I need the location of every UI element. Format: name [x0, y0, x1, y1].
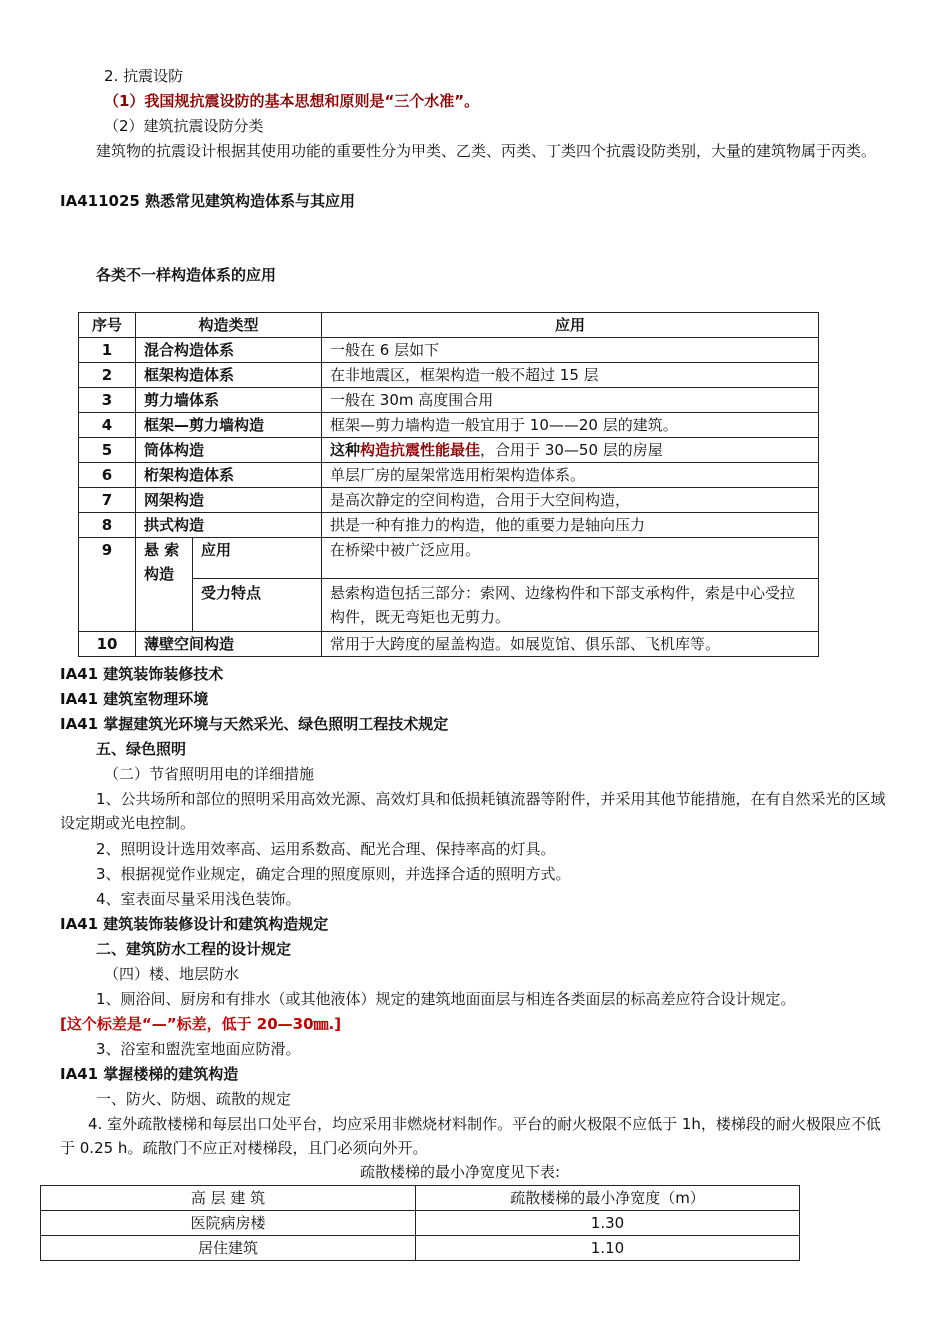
heading: IA41 建筑装饰装修技术	[60, 665, 224, 683]
row-number: 2	[79, 363, 136, 388]
note-highlight: [这个标差是“—”标差，低于 20—30㎜.]	[60, 1015, 342, 1033]
structure-type: 筒体构造	[136, 438, 322, 463]
sub-category: 受力特点	[193, 579, 322, 632]
table-row	[79, 388, 819, 413]
table-header-row	[79, 313, 819, 338]
application: 单层厂房的屋架常选用桁架构造体系。	[322, 463, 819, 488]
header-cell: 构造类型	[136, 313, 322, 338]
application: 是高次静定的空间构造，合用于大空间构造，	[322, 488, 819, 513]
min-width-value: 1.10	[416, 1236, 800, 1261]
structure-type: 混合构造体系	[136, 338, 322, 363]
paragraph: 1、厕浴间、厨房和有排水（或其他液体）规定的建筑地面面层与相连各类面层的标高差应符合设计规定。	[96, 990, 796, 1008]
table-caption: 疏散楼梯的最小净宽度见下表:	[360, 1163, 561, 1181]
heading: IA41 建筑装饰装修设计和建筑构造规定	[60, 915, 329, 933]
header-cell: 序号	[79, 313, 136, 338]
table-row	[41, 1236, 800, 1261]
table-row	[79, 438, 819, 463]
heading: IA411025 熟悉常见建筑构造体系与其应用	[60, 192, 356, 210]
application: 一般在 30m 高度围合用	[322, 388, 819, 413]
min-width-value: 1.30	[416, 1211, 800, 1236]
row-number: 1	[79, 338, 136, 363]
paragraph: 3、根据视觉作业规定，确定合理的照度原则，并选择合适的照明方式。	[96, 865, 571, 883]
stair-width-table	[40, 1185, 800, 1261]
paragraph: 3、浴室和盥洗室地面应防滑。	[96, 1040, 301, 1058]
application: 常用于大跨度的屋盖构造。如展览馆、俱乐部、飞机库等。	[322, 632, 819, 657]
header-cell: 疏散楼梯的最小净宽度（m）	[416, 1186, 800, 1211]
structure-type: 框架构造体系	[136, 363, 322, 388]
table-row	[79, 413, 819, 438]
paragraph: 1、公共场所和部位的照明采用高效光源、高效灯具和低损耗镇流器等附件，并采用其他节能措施，在有自然采光的区域设定期或光电控制。	[60, 790, 886, 832]
building-type: 医院病房楼	[41, 1211, 416, 1236]
subsection-title: 一、防火、防烟、疏散的规定	[96, 1090, 292, 1108]
header-cell: 应用	[322, 313, 819, 338]
table-row	[79, 488, 819, 513]
row-number: 5	[79, 438, 136, 463]
row-number: 3	[79, 388, 136, 413]
row-number: 7	[79, 488, 136, 513]
row-number: 4	[79, 413, 136, 438]
application	[322, 438, 819, 463]
structure-type: 薄壁空间构造	[136, 632, 322, 657]
application: 一般在 6 层如下	[322, 338, 819, 363]
application-rest: ，合用于 30—50 层的房屋	[480, 441, 663, 459]
application: 拱是一种有推力的构造，他的重要力是轴向压力	[322, 513, 819, 538]
row-number: 10	[79, 632, 136, 657]
structure-type: 桁架构造体系	[136, 463, 322, 488]
application: 框架—剪力墙构造一般宜用于 10——20 层的建筑。	[322, 413, 819, 438]
structure-type: 框架—剪力墙构造	[136, 413, 322, 438]
heading: IA41 掌握建筑光环境与天然采光、绿色照明工程技术规定	[60, 715, 449, 733]
row-number: 6	[79, 463, 136, 488]
section-title: 2. 抗震设防	[104, 67, 184, 85]
table-row	[79, 538, 819, 579]
building-type: 居住建筑	[41, 1236, 416, 1261]
sub-category: 应用	[193, 538, 322, 579]
paragraph: 4. 室外疏散楼梯和每层出口处平台，均应采用非燃烧材料制作。平台的耐火极限不应低于 1h，楼梯段的耐火极限应不低于 0.25 h。疏散门不应正对楼梯段，且门必须向外开。	[60, 1115, 881, 1157]
table-row	[79, 463, 819, 488]
application-lead: 这种	[330, 441, 361, 459]
structure-type: 悬 索 构造	[136, 538, 193, 632]
table-row	[79, 513, 819, 538]
table-row	[79, 338, 819, 363]
highlight-principle: （1）我国规抗震设防的基本思想和原则是“三个水准”。	[104, 92, 480, 110]
heading: IA41 建筑室物理环境	[60, 690, 209, 708]
header-cell: 高 层 建 筑	[41, 1186, 416, 1211]
subsection-title: （2）建筑抗震设防分类	[104, 117, 264, 135]
heading: IA41 掌握楼梯的建筑构造	[60, 1065, 239, 1083]
structure-type: 网架构造	[136, 488, 322, 513]
application: 悬索构造包括三部分：索网、边缘构件和下部支承构件，索是中心受拉构件，既无弯矩也无剪力。	[322, 579, 819, 632]
structure-type: 拱式构造	[136, 513, 322, 538]
table-title: 各类不一样构造体系的应用	[96, 266, 277, 284]
subheading: 五、绿色照明	[96, 740, 187, 758]
table-row	[41, 1211, 800, 1236]
paragraph: 2、照明设计选用效率高、运用系数高、配光合理、保持率高的灯具。	[96, 840, 556, 858]
subheading: 二、建筑防水工程的设计规定	[96, 940, 292, 958]
application: 在非地震区，框架构造一般不超过 15 层	[322, 363, 819, 388]
application: 在桥梁中被广泛应用。	[322, 538, 819, 579]
subsection-title: （二）节省照明用电的详细措施	[104, 765, 315, 783]
subsection-title: （四）楼、地层防水	[104, 965, 240, 983]
paragraph: 4、室表面尽量采用浅色装饰。	[96, 890, 301, 908]
table-row	[79, 363, 819, 388]
table-header-row	[41, 1186, 800, 1211]
structure-system-table	[78, 312, 819, 657]
application-highlight: 构造抗震性能最佳	[360, 441, 481, 459]
row-number: 8	[79, 513, 136, 538]
structure-type: 剪力墙体系	[136, 388, 322, 413]
table-row	[79, 632, 819, 657]
paragraph: 建筑物的抗震设计根据其使用功能的重要性分为甲类、乙类、丙类、丁类四个抗震设防类别，大量的建筑物属于丙类。	[96, 142, 877, 160]
row-number: 9	[79, 538, 136, 632]
